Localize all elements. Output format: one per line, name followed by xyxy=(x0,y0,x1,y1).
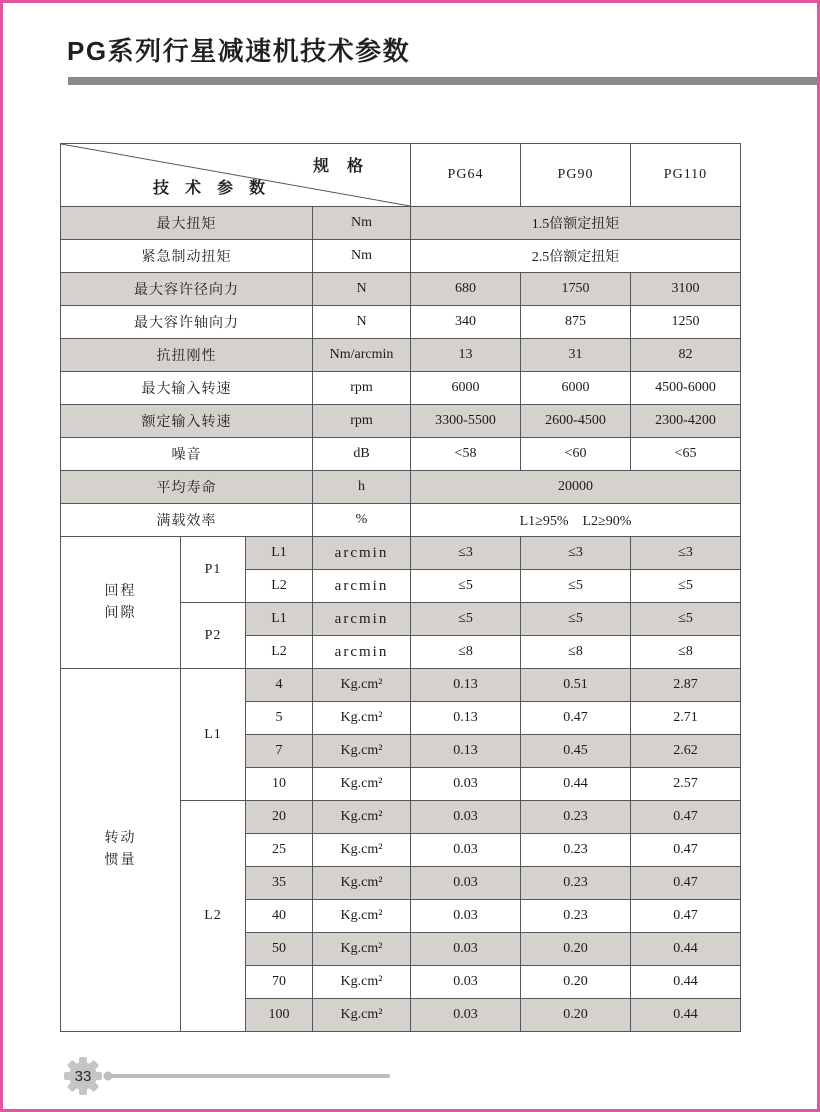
value-cell: 0.45 xyxy=(521,735,631,768)
ratio-cell: 25 xyxy=(246,834,313,867)
unit-cell: arcmin xyxy=(313,636,411,669)
value-cell: <58 xyxy=(411,438,521,471)
group-label-line: 回程 xyxy=(104,583,137,599)
unit-cell: Kg.cm² xyxy=(313,900,411,933)
value-cell: 13 xyxy=(411,339,521,372)
unit-cell: Kg.cm² xyxy=(313,801,411,834)
value-cell: 0.47 xyxy=(631,867,741,900)
unit-cell: Kg.cm² xyxy=(313,702,411,735)
group-cell-backlash xyxy=(61,537,181,669)
value-cell: 31 xyxy=(521,339,631,372)
unit-cell: rpm xyxy=(313,372,411,405)
value-cell: 2.57 xyxy=(631,768,741,801)
table-row xyxy=(61,306,741,339)
table-row xyxy=(61,669,741,702)
group-label-line: 间隙 xyxy=(104,605,137,621)
value-cell: 0.44 xyxy=(521,768,631,801)
value-cell: 0.03 xyxy=(411,999,521,1032)
unit-cell: Kg.cm² xyxy=(313,867,411,900)
table-row xyxy=(61,273,741,306)
unit-cell: Nm/arcmin xyxy=(313,339,411,372)
value-cell: 680 xyxy=(411,273,521,306)
value-cell: 0.03 xyxy=(411,966,521,999)
stage-cell: L1 xyxy=(181,669,246,801)
value-cell: 0.20 xyxy=(521,966,631,999)
param-name-cell: 紧急制动扭矩 xyxy=(61,240,313,273)
ratio-cell: 100 xyxy=(246,999,313,1032)
value-cell: ≤5 xyxy=(521,603,631,636)
ratio-cell: 50 xyxy=(246,933,313,966)
value-cell: ≤5 xyxy=(631,603,741,636)
spec-table-body xyxy=(61,207,741,1032)
value-cell: 2.87 xyxy=(631,669,741,702)
unit-cell: h xyxy=(313,471,411,504)
value-cell: 2600-4500 xyxy=(521,405,631,438)
group-cell-inertia xyxy=(61,669,181,1032)
value-cell: 2.62 xyxy=(631,735,741,768)
value-cell: 0.13 xyxy=(411,669,521,702)
page-title: PG系列行星减速机技术参数 xyxy=(67,36,411,66)
unit-cell: dB xyxy=(313,438,411,471)
table-row xyxy=(61,207,741,240)
ratio-cell: 35 xyxy=(246,867,313,900)
value-cell: ≤5 xyxy=(521,570,631,603)
unit-cell: Kg.cm² xyxy=(313,933,411,966)
value-cell: 0.23 xyxy=(521,867,631,900)
value-cell: 0.03 xyxy=(411,801,521,834)
param-name-cell: 最大扭矩 xyxy=(61,207,313,240)
value-cell: 2.71 xyxy=(631,702,741,735)
value-cell: 0.23 xyxy=(521,900,631,933)
gear-icon xyxy=(64,1057,102,1095)
value-cell: 0.23 xyxy=(521,801,631,834)
value-cell: 0.44 xyxy=(631,966,741,999)
unit-cell: Kg.cm² xyxy=(313,999,411,1032)
unit-cell: Kg.cm² xyxy=(313,669,411,702)
level-cell: L1 xyxy=(246,603,313,636)
value-cell: 0.03 xyxy=(411,768,521,801)
value-cell: 0.47 xyxy=(521,702,631,735)
merged-value-cell: L1≥95% L2≥90% xyxy=(411,504,741,537)
value-cell: 0.47 xyxy=(631,900,741,933)
value-cell: 6000 xyxy=(411,372,521,405)
value-cell: 0.23 xyxy=(521,834,631,867)
param-name-cell: 噪音 xyxy=(61,438,313,471)
ratio-cell: 5 xyxy=(246,702,313,735)
diagonal-header-cell xyxy=(61,144,411,207)
value-cell: ≤3 xyxy=(631,537,741,570)
spec-table xyxy=(60,143,741,1032)
value-cell: 6000 xyxy=(521,372,631,405)
value-cell: 0.13 xyxy=(411,735,521,768)
value-cell: 0.20 xyxy=(521,999,631,1032)
ratio-cell: 7 xyxy=(246,735,313,768)
page-footer-decoration xyxy=(61,1052,406,1100)
table-row xyxy=(61,504,741,537)
unit-cell: Kg.cm² xyxy=(313,735,411,768)
column-header-pg64: PG64 xyxy=(411,144,521,207)
value-cell: 1750 xyxy=(521,273,631,306)
unit-cell: Nm xyxy=(313,207,411,240)
table-row xyxy=(61,372,741,405)
param-name-cell: 平均寿命 xyxy=(61,471,313,504)
table-row xyxy=(61,339,741,372)
level-cell: L2 xyxy=(246,570,313,603)
value-cell: <60 xyxy=(521,438,631,471)
value-cell: ≤5 xyxy=(631,570,741,603)
param-name-cell: 满载效率 xyxy=(61,504,313,537)
table-row xyxy=(61,240,741,273)
table-row xyxy=(61,438,741,471)
page-number: 33 xyxy=(74,1068,92,1085)
ratio-cell: 10 xyxy=(246,768,313,801)
table-row xyxy=(61,405,741,438)
unit-cell: Kg.cm² xyxy=(313,768,411,801)
ratio-cell: 70 xyxy=(246,966,313,999)
unit-cell: % xyxy=(313,504,411,537)
unit-cell: Kg.cm² xyxy=(313,834,411,867)
value-cell: ≤8 xyxy=(521,636,631,669)
value-cell: ≤3 xyxy=(521,537,631,570)
value-cell: 0.03 xyxy=(411,933,521,966)
value-cell: ≤8 xyxy=(411,636,521,669)
merged-value-cell: 2.5倍额定扭矩 xyxy=(411,240,741,273)
value-cell: ≤5 xyxy=(411,570,521,603)
level-cell: L1 xyxy=(246,537,313,570)
param-axis-label: 技 术 参 数 xyxy=(153,180,272,197)
unit-cell: N xyxy=(313,273,411,306)
param-name-cell: 最大容许径向力 xyxy=(61,273,313,306)
value-cell: 3100 xyxy=(631,273,741,306)
value-cell: <65 xyxy=(631,438,741,471)
value-cell: 0.13 xyxy=(411,702,521,735)
value-cell: 875 xyxy=(521,306,631,339)
value-cell: 0.51 xyxy=(521,669,631,702)
param-name-cell: 抗扭刚性 xyxy=(61,339,313,372)
level-cell: L2 xyxy=(246,636,313,669)
merged-value-cell: 20000 xyxy=(411,471,741,504)
ratio-cell: 40 xyxy=(246,900,313,933)
value-cell: 0.47 xyxy=(631,834,741,867)
column-header-pg110: PG110 xyxy=(631,144,741,207)
value-cell: 2300-4200 xyxy=(631,405,741,438)
value-cell: 340 xyxy=(411,306,521,339)
value-cell: ≤3 xyxy=(411,537,521,570)
value-cell: 0.20 xyxy=(521,933,631,966)
param-name-cell: 最大输入转速 xyxy=(61,372,313,405)
grade-cell: P1 xyxy=(181,537,246,603)
value-cell: 4500-6000 xyxy=(631,372,741,405)
unit-cell: N xyxy=(313,306,411,339)
spec-axis-label: 规 格 xyxy=(313,158,371,175)
column-header-pg90: PG90 xyxy=(521,144,631,207)
param-name-cell: 额定输入转速 xyxy=(61,405,313,438)
value-cell: 0.03 xyxy=(411,834,521,867)
stage-cell: L2 xyxy=(181,801,246,1032)
value-cell: 0.03 xyxy=(411,867,521,900)
unit-cell: Kg.cm² xyxy=(313,966,411,999)
table-row xyxy=(61,471,741,504)
table-row xyxy=(61,537,741,570)
value-cell: 82 xyxy=(631,339,741,372)
value-cell: 0.44 xyxy=(631,933,741,966)
value-cell: 0.44 xyxy=(631,999,741,1032)
unit-cell: arcmin xyxy=(313,603,411,636)
value-cell: 0.47 xyxy=(631,801,741,834)
unit-cell: Nm xyxy=(313,240,411,273)
merged-value-cell: 1.5倍额定扭矩 xyxy=(411,207,741,240)
grade-cell: P2 xyxy=(181,603,246,669)
param-name-cell: 最大容许轴向力 xyxy=(61,306,313,339)
group-label-line: 惯量 xyxy=(104,853,137,868)
group-label-line: 转动 xyxy=(104,831,137,846)
value-cell: 0.03 xyxy=(411,900,521,933)
unit-cell: arcmin xyxy=(313,570,411,603)
value-cell: ≤5 xyxy=(411,603,521,636)
unit-cell: arcmin xyxy=(313,537,411,570)
ratio-cell: 4 xyxy=(246,669,313,702)
value-cell: ≤8 xyxy=(631,636,741,669)
title-underline-bar xyxy=(68,77,817,85)
ratio-cell: 20 xyxy=(246,801,313,834)
value-cell: 1250 xyxy=(631,306,741,339)
table-header-row xyxy=(61,144,741,207)
value-cell: 3300-5500 xyxy=(411,405,521,438)
unit-cell: rpm xyxy=(313,405,411,438)
